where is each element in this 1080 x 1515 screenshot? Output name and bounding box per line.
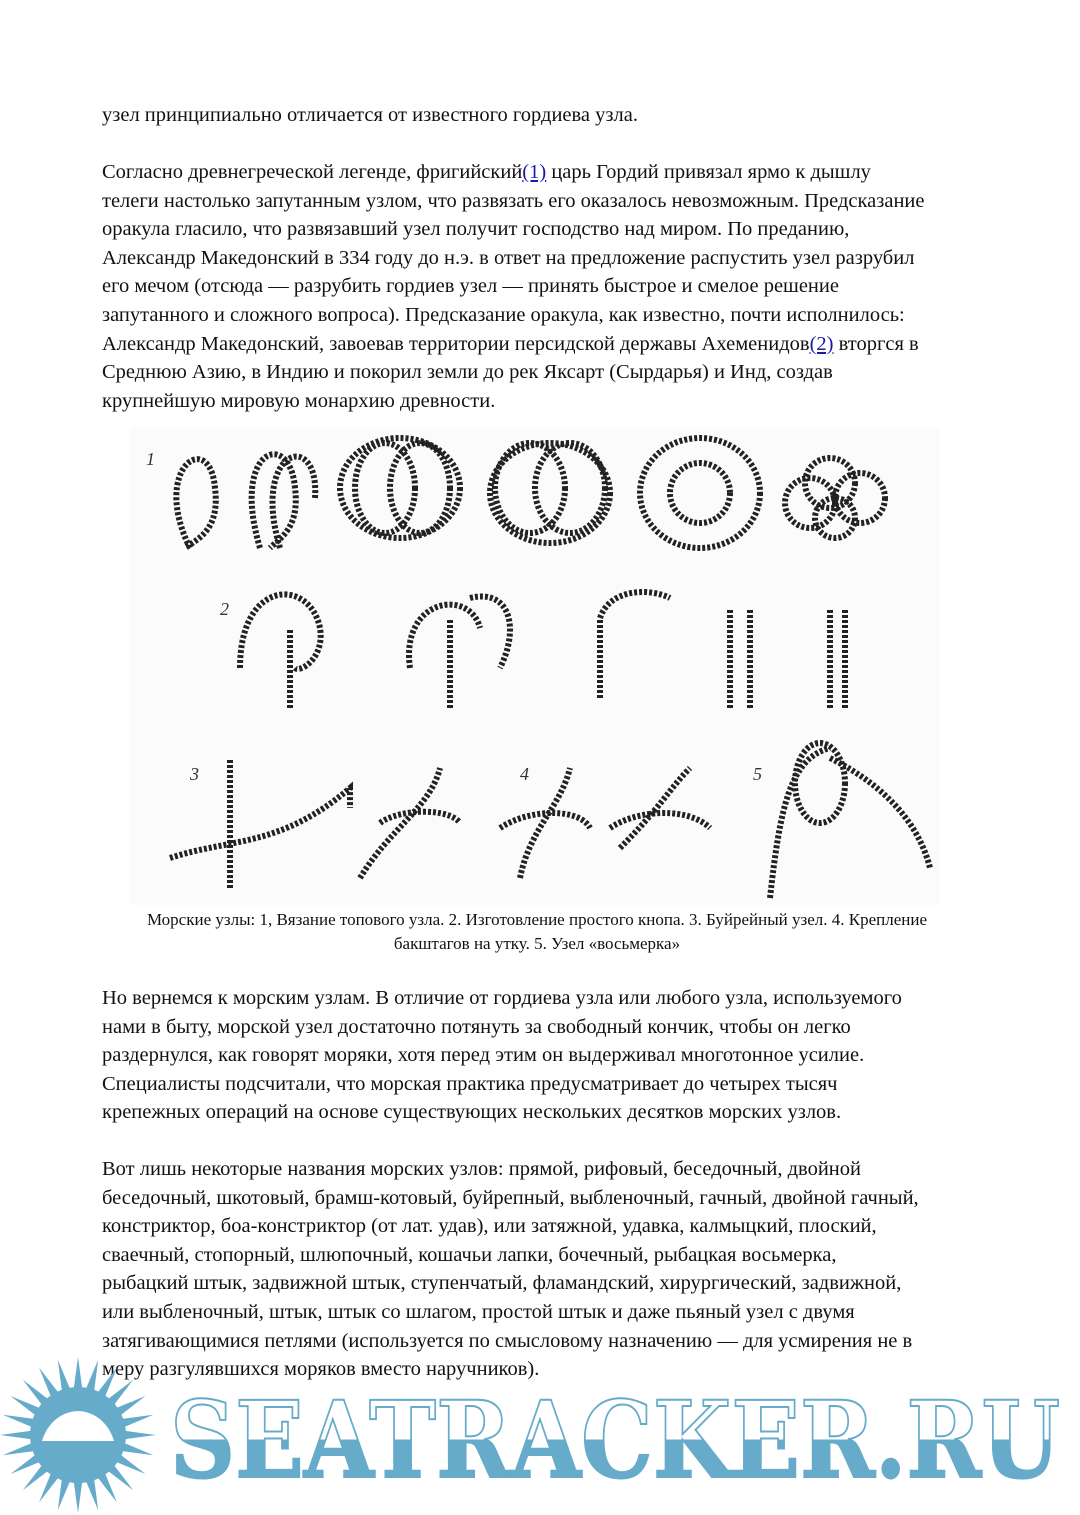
text-line [102, 330, 1002, 359]
caption-line: Морские узлы: 1, Вязание топового узла. 2. Изготовление простого кнопа. 3. Буйрейный узел. 4. Крепление [146, 910, 927, 929]
text-line [102, 158, 1002, 187]
text-line: запутанного и сложного вопроса). Предсказание оракула, как известно, почти исполнилось: [102, 303, 905, 326]
text-line: Александр Македонский в 334 году до н.э. в ответ на предложение распустить узел разрубил [102, 246, 915, 269]
text-line: беседочный, шкотовый, брамш-котовый, буйрепный, выбленочный, гачный, двойной гачный, [102, 1186, 919, 1209]
figure-label-3: 3 [190, 764, 199, 784]
paragraph-sea-knots [102, 984, 1002, 1127]
sun-ray [74, 1480, 83, 1513]
text-segment: Александр Македонский, завоевав территории персидской державы Ахеменидов [102, 332, 810, 355]
text-line: телеги настолько запутанным узлом, что развязать его оказалось невозможным. Предсказание [102, 189, 925, 212]
sun-ray [0, 1431, 33, 1440]
text-line: Специалисты подсчитали, что морская практика предусматривает до четырех тысяч [102, 1072, 838, 1095]
text-line: нами в быту, морской узел достаточно потянуть за свободный кончик, чтобы он легко [102, 1015, 851, 1038]
text-line: его мечом (отсюда — разрубить гордиев узел — принять быстрое и смелое решение [102, 275, 839, 298]
seatracker-logo [0, 1355, 1080, 1515]
figure-label-5: 5 [753, 764, 762, 784]
text-line: меру разгулявшихся моряков вместо наручников). [102, 1358, 540, 1381]
figure-label-1: 1 [146, 449, 155, 469]
text-line: или выбленочный, штык, штык со шлагом, простой штык и даже пьяный узел с двумя [102, 1300, 855, 1323]
paragraph-intro [102, 101, 1002, 130]
paragraph-legend [102, 158, 1002, 415]
footnote-link[interactable]: (2) [809, 332, 834, 355]
text-line: раздернулся, как говорят моряки, хотя перед этим он выдерживал многотонное усилие. [102, 1044, 865, 1067]
text-line: крупнейшую мировую монархию древности. [102, 389, 496, 412]
text-line: крепежных операций на основе существующих нескольких десятков морских узлов. [102, 1101, 842, 1124]
sun-ray [123, 1431, 156, 1440]
text-segment: царь Гордий привязал ярмо к дышлу [546, 161, 871, 183]
text-line: оракула гласило, что развязавший узел получит господство над миром. По преданию, [102, 218, 850, 241]
text-line: сваечный, стопорный, шлюпочный, кошачьи лапки, бочечный, рыбацкая восьмерка, [102, 1243, 837, 1266]
caption-line: бакштагов на утку. 5. Узел «восьмерка» [393, 934, 681, 953]
text-line: узел принципиально отличается от известного гордиева узла. [102, 104, 638, 126]
logo-text: SEATRACKER.RU [170, 1377, 1060, 1502]
sun-ray [74, 1357, 83, 1390]
text-line: рыбацкий штык, задвижной штык, ступенчатый, фламандский, хирургический, задвижной, [102, 1272, 902, 1295]
text-line: Среднюю Азию, в Индию и покорил земли до рек Яксарт (Сырдарья) и Инд, создав [102, 361, 833, 384]
text-line: Вот лишь некоторые названия морских узлов: прямой, рифовый, беседочный, двойной [102, 1158, 862, 1180]
figure-label-2: 2 [220, 599, 229, 619]
figure-caption [102, 908, 972, 956]
text-segment: вторгся в [833, 332, 919, 355]
footnote-link[interactable]: (1) [522, 161, 547, 183]
text-segment: Согласно древнегреческой легенде, фригийский [102, 161, 523, 183]
knots-illustration [130, 428, 940, 905]
text-line: затягивающимися петлями (используется по смысловому назначению — для усмирения не в [102, 1329, 913, 1352]
text-line: Но вернемся к морским узлам. В отличие от гордиева узла или любого узла, используемого [102, 987, 902, 1009]
text-line: констриктор, боа-констриктор (от лат. удав), или затяжной, удавка, калмыцкий, плоский, [102, 1215, 877, 1238]
figure-label-4: 4 [520, 764, 529, 784]
sun-icon [0, 1357, 156, 1513]
paragraph-knot-names [102, 1155, 1002, 1384]
